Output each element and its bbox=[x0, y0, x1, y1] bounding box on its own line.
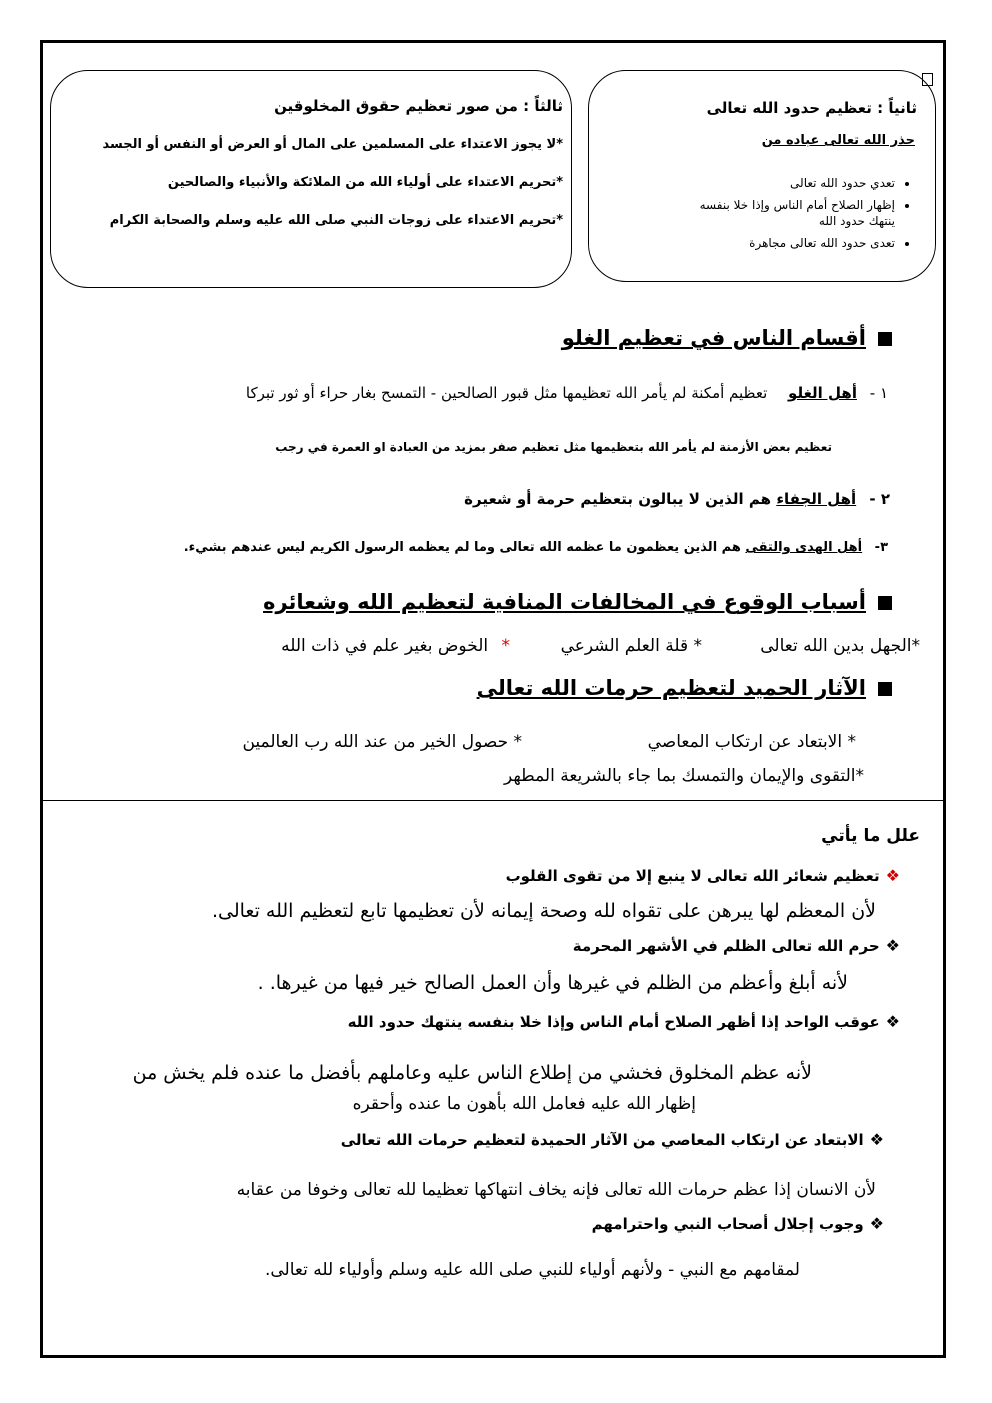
item-text: تعظيم أمكنة لم يأمر الله تعظيمها مثل قبور الصالحين - التمسح بغار حراء أو ثور تبركا bbox=[245, 384, 768, 402]
square-bullet-icon bbox=[878, 596, 892, 610]
item-text: هم الذين لا يبالون بتعظيم حرمة أو شعيرة bbox=[464, 490, 772, 508]
answer-text: لأنه أبلغ وأعظم من الظلم في غيرها وأن العمل الصالح خير فيها من غيرها. . bbox=[257, 972, 848, 994]
answer-text: لأن الانسان إذا عظم حرمات الله تعالى فإنه يخاف انتهاكها تعظيما لله تعالى وخوفا من عقابه bbox=[236, 1180, 876, 1200]
section1-item1 bbox=[246, 384, 888, 402]
star-icon: * bbox=[501, 636, 510, 656]
question-item: ❖عوقب الواحد إذا أظهر الصلاح أمام الناس وإذا خلا بنفسه ينتهك حدود الله bbox=[347, 1012, 900, 1031]
list-item: • تعدي حدود الله تعالى bbox=[617, 175, 895, 191]
section1-item3 bbox=[184, 540, 888, 555]
box-left-line: *لا يجوز الاعتداء على المسلمين على المال أو العرض أو النفس أو الجسد bbox=[102, 137, 563, 152]
item-label: أهل الهدى والتقى bbox=[745, 540, 863, 555]
diamond-bullet-icon: ❖ bbox=[869, 1214, 884, 1233]
answer-text: لمقامهم مع النبي - ولأنهم أولياء للنبي صلى الله عليه وسلم وأولياء لله تعالى. bbox=[264, 1260, 800, 1280]
box-right-list bbox=[617, 175, 917, 257]
box-right-subtitle: حذر الله تعالى عباده من bbox=[761, 133, 915, 148]
item-number: ١ - bbox=[869, 384, 888, 402]
answer-text: لأن المعظم لها يبرهن على تقواه لله وصحة إيمانه لأن تعظيمها تابع لتعظيم الله تعالى. bbox=[211, 900, 876, 922]
item-number: ٢ - bbox=[869, 490, 890, 508]
item-number: ٣- bbox=[874, 540, 888, 555]
item-label: أهل الجفاء bbox=[776, 490, 857, 508]
diamond-bullet-icon: ❖ bbox=[885, 866, 900, 885]
square-bullet-icon bbox=[878, 332, 892, 346]
explain-heading: علل ما يأتي bbox=[821, 826, 920, 846]
question-item: ❖الابتعاد عن ارتكاب المعاصي من الآثار الحميدة لتعظيم حرمات الله تعالى bbox=[340, 1130, 884, 1149]
section1-item2 bbox=[464, 490, 890, 508]
section-heading: الآثار الحميد لتعظيم حرمات الله تعالى bbox=[477, 676, 892, 700]
section-heading: أسباب الوقوع في المخالفات المنافية لتعظيم الله وشعائره bbox=[263, 590, 892, 614]
box-left-line: *تحريم الاعتداء على زوجات النبي صلى الله عليه وسلم والصحابة الكرام bbox=[109, 213, 563, 228]
square-bullet-icon bbox=[878, 682, 892, 696]
list-item: • تعدى حدود الله تعالى مجاهرة bbox=[617, 235, 895, 251]
effect-item: * الابتعاد عن ارتكاب المعاصي bbox=[647, 732, 856, 752]
item-label: أهل الغلو bbox=[788, 384, 857, 402]
box-limits-of-allah bbox=[588, 70, 936, 282]
list-item: • إظهار الصلاح أمام الناس وإذا خلا بنفسه ينتهك حدود الله bbox=[695, 197, 895, 229]
item-text: هم الذين يعظمون ما عظمه الله تعالى وما لم يعظمه الرسول الكريم ليس عندهم بشيء. bbox=[183, 540, 741, 555]
box-left-title: ثالثاً : من صور تعظيم حقوق المخلوقين bbox=[274, 97, 563, 115]
box-creatures-rights bbox=[50, 70, 572, 288]
section1-item1-extra: تعظيم بعض الأزمنة لم يأمر الله بتعظيمها مثل تعظيم صفر بمزيد من العبادة او العمرة في رجب bbox=[275, 440, 832, 454]
answer-text: إظهار الله عليه فعامل الله بأهون ما عنده وأحقره bbox=[352, 1094, 696, 1114]
small-checkbox-icon bbox=[922, 73, 933, 86]
cause-item: *الجهل بدين الله تعالى bbox=[760, 636, 920, 656]
question-item: ❖تعظيم شعائر الله تعالى لا ينبع إلا من تقوى القلوب bbox=[505, 866, 900, 885]
box-left-line: *تحريم الاعتداء على أولياء الله من الملائكة والأنبياء والصالحين bbox=[167, 175, 563, 190]
section-heading: أقسام الناس في تعظيم الغلو bbox=[562, 326, 892, 350]
answer-text: لأنه عظم المخلوق فخشي من إطلاع الناس عليه وعاملهم بأفضل ما عنده فلم يخش من bbox=[132, 1062, 812, 1084]
section-divider bbox=[40, 800, 946, 801]
cause-item: * الخوض بغير علم في ذات الله bbox=[281, 636, 510, 656]
cause-item: * قلة العلم الشرعي bbox=[560, 636, 702, 656]
diamond-bullet-icon: ❖ bbox=[885, 936, 900, 955]
diamond-bullet-icon: ❖ bbox=[869, 1130, 884, 1149]
effect-item: *التقوى والإيمان والتمسك بما جاء بالشريعة المطهر bbox=[503, 766, 864, 786]
box-right-title: ثانياً : تعظيم حدود الله تعالى bbox=[706, 99, 917, 117]
question-item: ❖حرم الله تعالى الظلم في الأشهر المحرمة bbox=[572, 936, 900, 955]
effect-item: * حصول الخير من عند الله رب العالمين bbox=[242, 732, 522, 752]
diamond-bullet-icon: ❖ bbox=[885, 1012, 900, 1031]
question-item: ❖وجوب إجلال أصحاب النبي واحترامهم bbox=[591, 1214, 884, 1233]
